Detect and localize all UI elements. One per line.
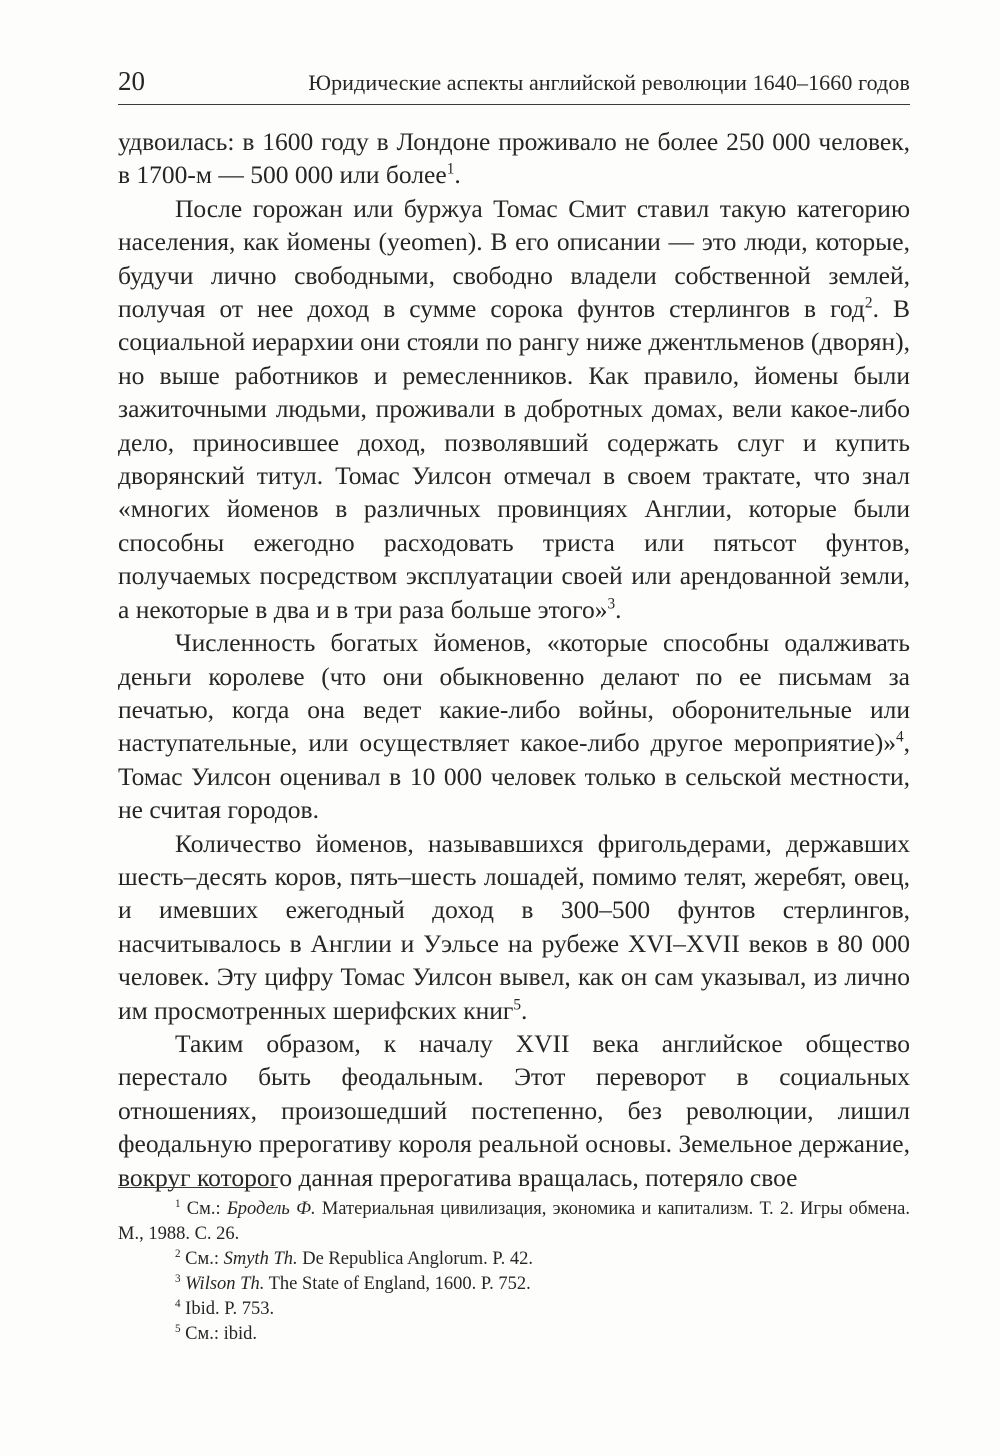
- paragraph-text: .: [454, 160, 461, 190]
- footnote-author: Бродель Ф.: [226, 1199, 316, 1219]
- paragraph-text: Численность богатых йоменов, «которые способны одалживать деньги королеве (что они обыкновенно делают по ее письмам за печатью, когда она ведет какие-либо войны, оборонительные или наступательные, или осуществляет какое-либо другое мероприятие)»: [118, 628, 910, 758]
- paragraph: [118, 827, 910, 1027]
- paragraph: [118, 125, 910, 192]
- footnote: [118, 1197, 910, 1247]
- paragraph-text: удвоилась: в 1600 году в Лондоне проживало не более 250 000 человек, в 1700-м — 500 000 или более: [118, 127, 910, 190]
- page-header: [118, 64, 910, 105]
- footnote: [118, 1297, 910, 1322]
- footnote-text: См.: ibid.: [185, 1324, 258, 1344]
- page-number: 20: [118, 66, 145, 96]
- footnote-prefix: См.:: [185, 1249, 224, 1269]
- footnote-number: 1: [175, 1197, 181, 1210]
- paragraph-text: После горожан или буржуа Томас Смит ставил такую категорию населения, как йомены (yeomen). В его описании — это люди, которые, будучи лично свободными, свободно владели собственной землей, получая от нее доход в сумме сорока фунтов стерлингов в год: [118, 193, 910, 324]
- footnotes: [118, 1197, 910, 1347]
- paragraph: [118, 192, 910, 626]
- footnote-ref: 1: [446, 160, 455, 178]
- footnote-prefix: См.:: [186, 1199, 227, 1219]
- footnote-divider: [118, 1187, 278, 1188]
- footnote-number: 4: [175, 1297, 181, 1310]
- footnote-number: 3: [175, 1272, 181, 1285]
- footnote-number: 5: [175, 1322, 181, 1335]
- footnote-text: Материальная цивилизация, экономика и капитализм. Т. 2. Игры обмена. М., 1988. С. 26.: [118, 1199, 910, 1244]
- paragraph: [118, 1027, 910, 1194]
- paragraph-text: Количество йоменов, называвшихся фригольдерами, державших шесть–десять коров, пять–шесть лошадей, помимо телят, жеребят, овец, и имевших ежегодный доход в 300–500 фунтов стерлингов, насчитывалось в Англии и Уэльсе на рубеже XVI–XVII веков в 80 000 человек. Эту цифру Томас Уилсон вывел, как он сам указывал, из лично им просмотренных шерифских книг: [118, 828, 910, 1025]
- running-head: Юридические аспекты английской революции 1640–1660 годов: [308, 70, 910, 95]
- footnote: [118, 1272, 910, 1297]
- footnote-ref: 3: [607, 595, 616, 613]
- footnote-ref: 4: [895, 728, 904, 746]
- body-text: [118, 125, 910, 1194]
- footnote-text: Ibid. P. 753.: [185, 1299, 275, 1319]
- footnote: [118, 1247, 910, 1272]
- footnote: [118, 1322, 910, 1347]
- footnote-ref: 5: [513, 996, 522, 1014]
- paragraph-text: , Томас Уилсон оценивал в 10 000 человек только в сельской местности, не считая городов.: [118, 728, 910, 825]
- footnote-author: Smyth Th.: [223, 1249, 298, 1269]
- footnote-number: 2: [175, 1247, 181, 1260]
- paragraph: [118, 626, 910, 826]
- footnote-text: De Republica Anglorum. P. 42.: [297, 1249, 533, 1269]
- paragraph-text: .: [615, 594, 622, 624]
- paragraph-text: Таким образом, к началу XVII века английское общество перестало быть феодальным. Этот переворот в социальных отношениях, произошедший постепенно, без революции, лишил феодальную прерогативу короля реальной основы. Земельное держание, вокруг которого данная прерогатива вращалась, потеряло свое: [118, 1028, 910, 1192]
- footnote-author: Wilson Th.: [185, 1274, 265, 1294]
- paragraph-text: . В социальной иерархии они стояли по рангу ниже джентльменов (дворян), но выше работников и ремесленников. Как правило, йомены были зажиточными людьми, проживали в добротных домах, вели какое-либо дело, приносившее доход, позволявший содержать слуг и купить дворянский титул. Томас Уилсон отмечал в своем трактате, что знал «многих йоменов в различных провинциях Англии, которые были способны ежегодно расходовать триста или пятьсот фунтов, получаемых посредством эксплуатации своей или арендованной земли, а некоторые в два и в три раза больше этого»: [118, 294, 910, 624]
- footnote-text: The State of England, 1600. P. 752.: [264, 1274, 531, 1294]
- paragraph-text: .: [521, 995, 528, 1025]
- footnote-ref: 2: [864, 294, 873, 312]
